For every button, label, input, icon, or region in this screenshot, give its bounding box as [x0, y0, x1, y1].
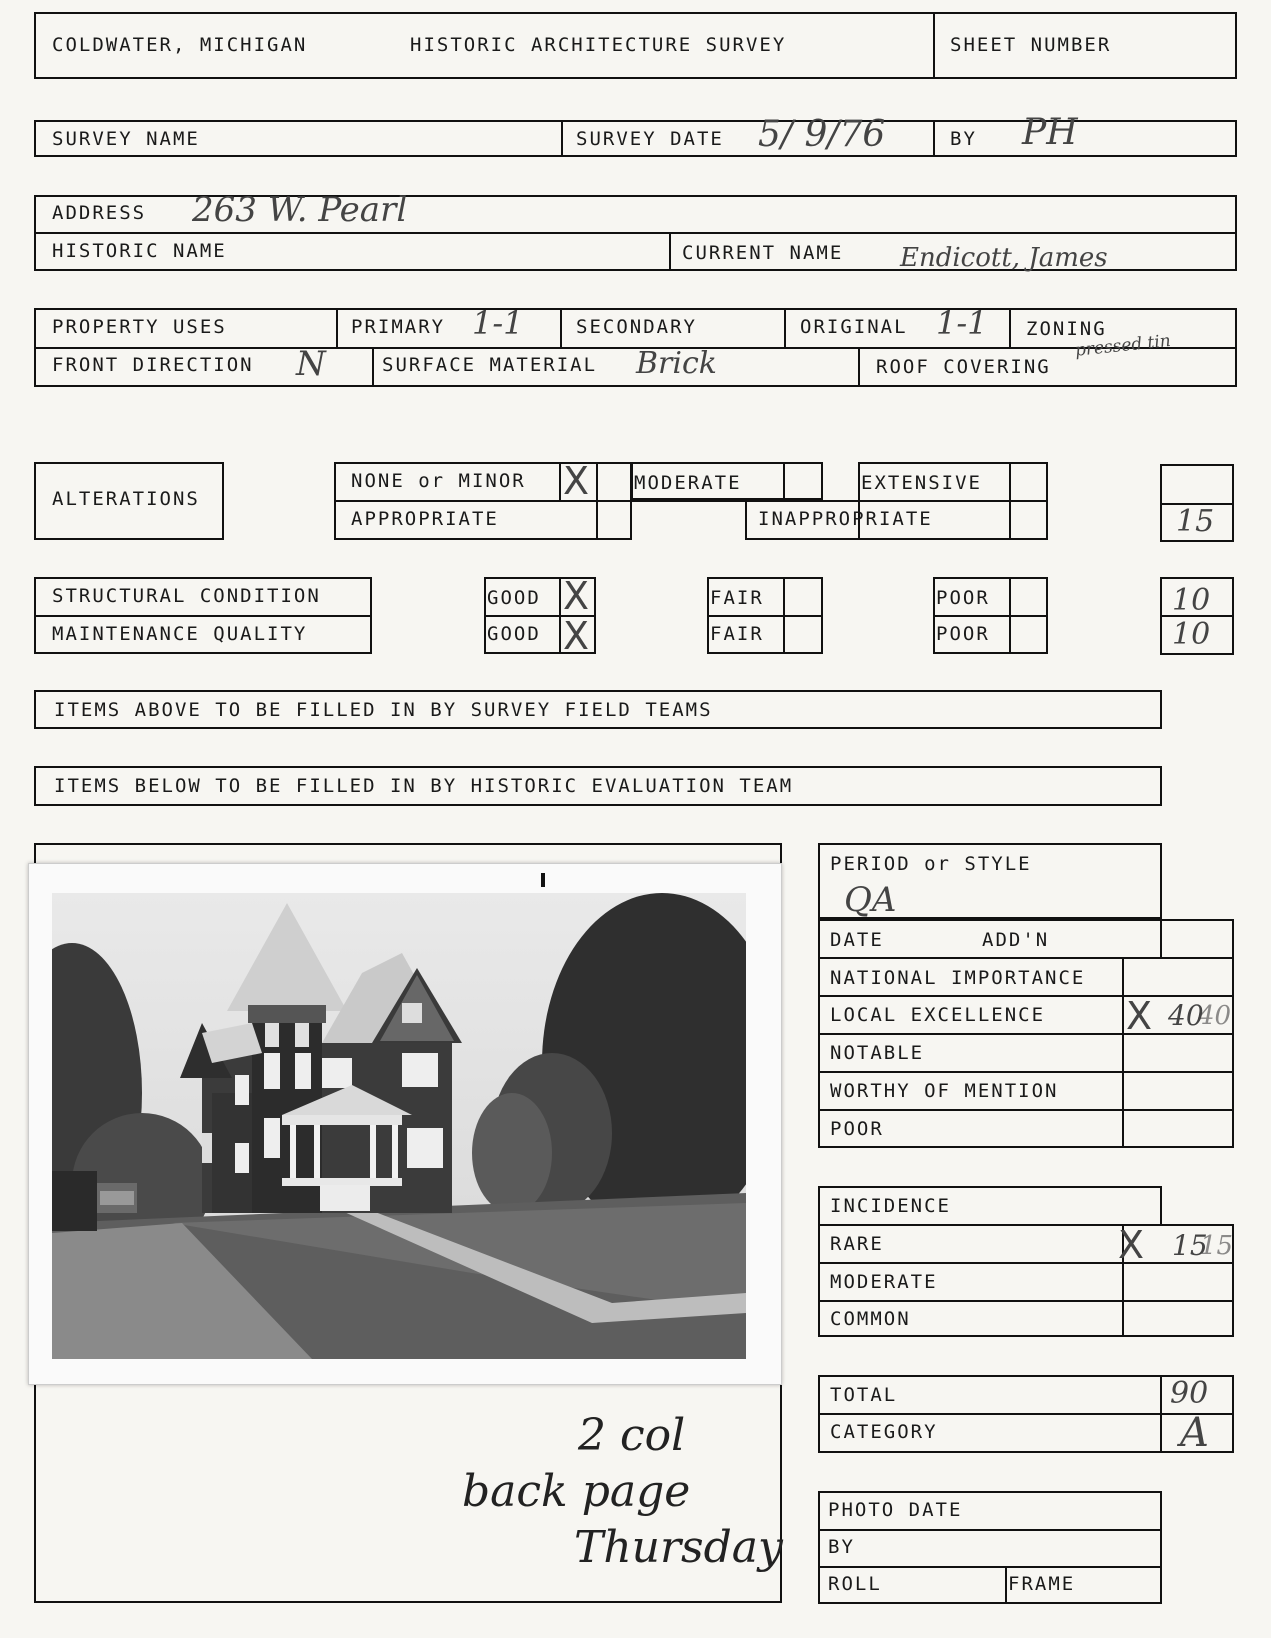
condition-label-div [34, 615, 372, 617]
house-photo-illustration [52, 893, 746, 1359]
incidence-row-moderate: MODERATE [830, 1271, 938, 1293]
poor-check-div [1009, 577, 1011, 654]
eval-row-div-3 [818, 1033, 1234, 1035]
category-value: A [1180, 1410, 1209, 1456]
local-excellence-mark: X [1126, 994, 1153, 1038]
photo-mount-tick [541, 873, 545, 887]
header-divider [933, 12, 935, 79]
primary-value: 1-1 [472, 304, 524, 342]
category-label: CATEGORY [830, 1421, 938, 1443]
eval-date-label: DATE [830, 929, 884, 951]
by-value: PH [1022, 112, 1078, 153]
eval-row-div-2 [818, 995, 1234, 997]
totals-row-div [818, 1413, 1234, 1415]
appropriate-label: APPROPRIATE [351, 508, 499, 530]
primary-label: PRIMARY [351, 316, 446, 338]
house-photograph [52, 893, 746, 1359]
poor-div [933, 615, 1048, 617]
property-div-3 [784, 308, 786, 347]
current-name-label: CURRENT NAME [682, 242, 844, 264]
eval-row-div-1 [818, 957, 1234, 959]
incidence-row-common: COMMON [830, 1308, 911, 1330]
inappropriate-label: INAPPROPRIATE [758, 508, 933, 530]
maintenance-score: 10 [1172, 617, 1211, 652]
good-label-maintenance: GOOD [487, 623, 541, 645]
original-label: ORIGINAL [800, 316, 908, 338]
survey-divider-1 [561, 120, 563, 157]
structural-condition-label: STRUCTURAL CONDITION [52, 585, 321, 607]
total-label: TOTAL [830, 1384, 898, 1406]
maintenance-good-mark: X [563, 614, 590, 658]
inc-row-div-2 [818, 1300, 1234, 1302]
eval-row-poor: POOR [830, 1118, 884, 1140]
period-label: PERIOD or STYLE [830, 853, 1032, 875]
sheet-number-label: SHEET NUMBER [950, 34, 1112, 56]
extensive-label: EXTENSIVE [861, 472, 982, 494]
field-teams-note: ITEMS ABOVE TO BE FILLED IN BY SURVEY FIELD TEAMS [54, 699, 713, 721]
historic-name-label: HISTORIC NAME [52, 240, 227, 262]
property-div-6 [858, 347, 860, 387]
eval-addn-label: ADD'N [982, 929, 1050, 951]
survey-date-label: SURVEY DATE [576, 128, 724, 150]
eval-row-notable: NOTABLE [830, 1042, 925, 1064]
address-label: ADDRESS [52, 202, 147, 224]
structural-good-mark: X [563, 574, 590, 618]
by-label: BY [950, 128, 977, 150]
property-div-2 [560, 308, 562, 347]
moderate-check-div [783, 462, 785, 500]
survey-date-value: 5/ 9/76 [758, 114, 886, 155]
good-check-div [559, 577, 561, 654]
none-minor-label: NONE or MINOR [351, 470, 526, 492]
survey-name-label: SURVEY NAME [52, 128, 200, 150]
frame-label: FRAME [1008, 1573, 1076, 1595]
inc-row-div-1 [818, 1262, 1234, 1264]
property-div-1 [336, 308, 338, 347]
alterations-score: 15 [1176, 504, 1215, 539]
eval-row-local: LOCAL EXCELLENCE [830, 1004, 1046, 1026]
photo-info-div-2 [818, 1566, 1162, 1568]
name-divider [669, 232, 671, 271]
photo-by-label: BY [828, 1536, 855, 1558]
poor-label-structural: POOR [936, 587, 990, 609]
surface-material-label: SURFACE MATERIAL [382, 354, 598, 376]
eval-col-div-2 [1160, 919, 1162, 957]
property-div-5 [372, 347, 374, 387]
eval-row-div-4 [818, 1071, 1234, 1073]
alterations-label: ALTERATIONS [52, 488, 200, 510]
fair-label-maintenance: FAIR [710, 623, 764, 645]
incidence-label: INCIDENCE [830, 1195, 951, 1217]
current-name-value: Endicott, James [900, 243, 1108, 273]
rare-score-alt: 15 [1200, 1231, 1234, 1261]
note-line-3: Thursday [574, 1522, 783, 1573]
roof-covering-value: pressed tin [1074, 330, 1172, 361]
eval-row-div-5 [818, 1109, 1234, 1111]
maintenance-quality-label: MAINTENANCE QUALITY [52, 623, 308, 645]
zoning-label: ZONING [1026, 318, 1107, 340]
note-line-1: 2 col [578, 1410, 686, 1461]
survey-divider-2 [933, 120, 935, 157]
city-label: COLDWATER, MICHIGAN [52, 34, 308, 56]
local-excellence-score: 40 [1168, 999, 1204, 1032]
fair-label-structural: FAIR [710, 587, 764, 609]
original-value: 1-1 [936, 304, 988, 342]
address-divider [34, 232, 1237, 234]
moderate-label: MODERATE [634, 472, 742, 494]
fair-div [707, 615, 823, 617]
roll-label: ROLL [828, 1573, 882, 1595]
front-direction-value: N [296, 344, 326, 384]
property-div-4 [1009, 308, 1011, 347]
rare-mark: X [1118, 1223, 1145, 1267]
alt-check-div [559, 462, 561, 500]
good-label-structural: GOOD [487, 587, 541, 609]
poor-label-maintenance: POOR [936, 623, 990, 645]
structural-score: 10 [1172, 583, 1211, 618]
property-uses-label: PROPERTY USES [52, 316, 227, 338]
front-direction-label: FRONT DIRECTION [52, 354, 254, 376]
address-value: 263 W. Pearl [192, 190, 408, 230]
photo-date-label: PHOTO DATE [828, 1499, 963, 1521]
secondary-label: SECONDARY [576, 316, 697, 338]
surface-material-value: Brick [636, 346, 717, 381]
eval-row-worthy: WORTHY OF MENTION [830, 1080, 1059, 1102]
roof-covering-label: ROOF COVERING [876, 356, 1051, 378]
fair-check-div [783, 577, 785, 654]
period-value: QA [844, 880, 897, 920]
evaluation-team-note: ITEMS BELOW TO BE FILLED IN BY HISTORIC EVALUATION TEAM [54, 775, 794, 797]
photo-info-div-1 [818, 1529, 1162, 1531]
totals-col-div [1160, 1375, 1162, 1453]
survey-title: HISTORIC ARCHITECTURE SURVEY [410, 34, 787, 56]
alt-check-div-2 [596, 462, 598, 540]
local-excellence-score-alt: 40 [1198, 1001, 1232, 1031]
total-value: 90 [1170, 1376, 1209, 1411]
note-line-2: back page [462, 1466, 691, 1517]
photo-info-col-div [1005, 1566, 1007, 1604]
incidence-row-rare: RARE [830, 1233, 884, 1255]
rare-score: 15 [1172, 1229, 1208, 1262]
eval-row-national: NATIONAL IMPORTANCE [830, 967, 1086, 989]
eval-col-div [1122, 957, 1124, 1148]
none-minor-mark: X [563, 459, 590, 503]
